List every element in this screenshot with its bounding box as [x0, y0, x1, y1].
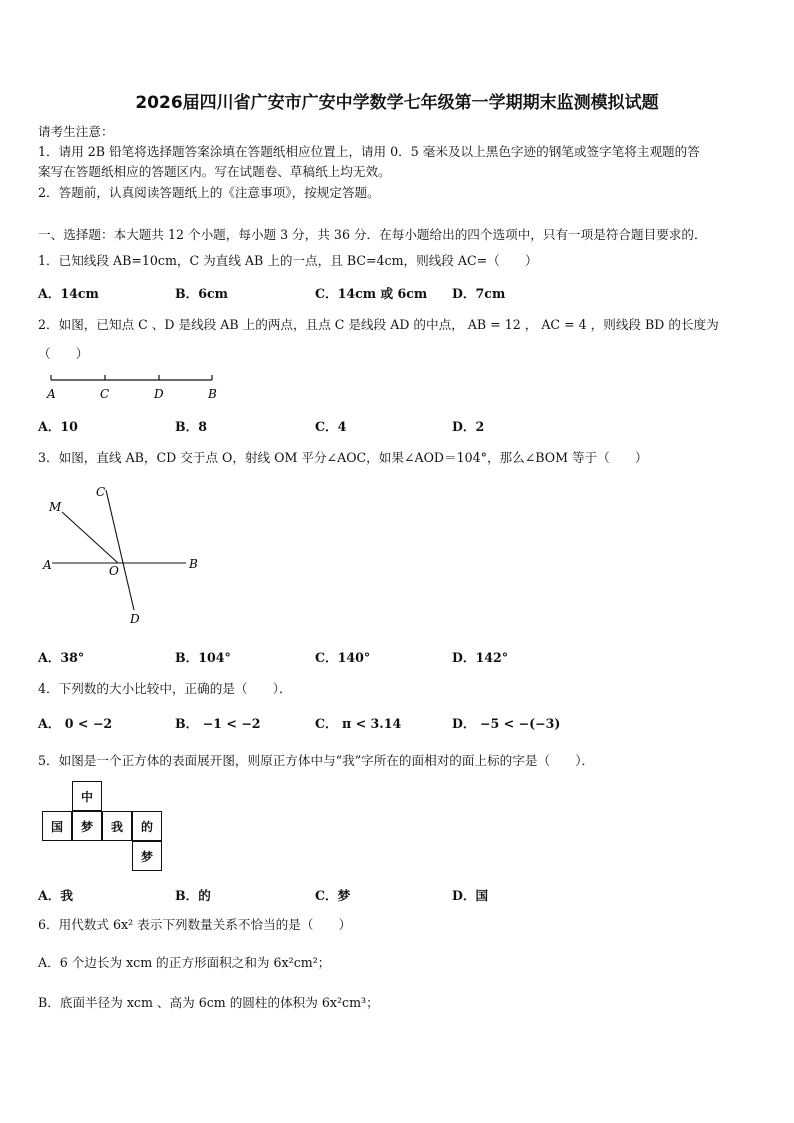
- q1-option-d[interactable]: D．7cm: [452, 286, 506, 301]
- q6-option-a[interactable]: A．6 个边长为 xcm 的正方形面积之和为 6x²cm²；: [38, 955, 331, 970]
- label-o: O: [109, 564, 119, 578]
- q5-option-c[interactable]: C．梦: [315, 888, 351, 903]
- label-a: A: [47, 387, 56, 401]
- notice-item-1-cont: 案写在答题纸相应的答题区内。写在试题卷、草稿纸上均无效。: [38, 164, 391, 179]
- notice-item-1: 1．请用 2B 铅笔将选择题答案涂填在答题纸相应位置上，请用 0．5 毫米及以上黑色字迹的钢笔或签字笔将主观题的答: [38, 144, 700, 159]
- question-1-stem: 1．已知线段 AB=10cm，C 为直线 AB 上的一点，且 BC=4cm，则线段 AC=（ ）: [38, 253, 538, 268]
- label-c: C: [100, 387, 110, 401]
- q1-option-a[interactable]: A．14cm: [38, 286, 99, 301]
- label-b: B: [189, 557, 198, 571]
- question-5-stem: 5．如图是一个正方体的表面展开图，则原正方体中与“我”字所在的面相对的面上标的字是（ ）．: [38, 753, 595, 768]
- net-face-zhong: 中: [72, 781, 102, 811]
- q4-option-a[interactable]: A． 0 < −2: [38, 716, 113, 731]
- notice-item-2: 2．答题前，认真阅读答题纸上的《注意事项》，按规定答题。: [38, 185, 380, 200]
- line-cd: [106, 490, 134, 610]
- section-heading: 一、选择题：本大题共 12 个小题，每小题 3 分，共 36 分．在每小题给出的四个选项中，只有一项是符合题目要求的．: [38, 227, 707, 242]
- q2-option-c[interactable]: C．4: [315, 419, 347, 434]
- label-b: B: [208, 387, 217, 401]
- net-face-meng: 梦: [72, 811, 102, 841]
- question-3-stem: 3．如图，直线 AB，CD 交于点 O，射线 OM 平分∠AOC，如果∠AOD＝104°，那么∠BOM 等于（ ）: [38, 450, 648, 465]
- q3-option-b[interactable]: B．104°: [175, 650, 231, 665]
- question-2-stem: 2．如图，已知点 C 、D 是线段 AB 上的两点，且点 C 是线段 AD 的中点， AB = 12 ， AC = 4 ，则线段 BD 的长度为: [38, 317, 719, 332]
- q1-option-b[interactable]: B．6cm: [175, 286, 228, 301]
- q1-option-c[interactable]: C．14cm 或 6cm: [315, 286, 428, 301]
- q2-option-a[interactable]: A．10: [38, 419, 78, 434]
- segment-figure: [38, 368, 228, 404]
- label-m: M: [49, 500, 62, 514]
- page-title: 2026届四川省广安市广安中学数学七年级第一学期期末监测模拟试题: [135, 93, 659, 113]
- q5-option-d[interactable]: D．国: [452, 888, 489, 903]
- notice-heading: 请考生注意：: [38, 124, 114, 139]
- question-4-stem: 4．下列数的大小比较中，正确的是（ ）．: [38, 681, 292, 696]
- question-6-stem: 6．用代数式 6x² 表示下列数量关系不恰当的是（ ）: [38, 917, 352, 932]
- label-d: D: [154, 387, 164, 401]
- q4-option-d[interactable]: D． −5 < −(−3): [452, 716, 561, 731]
- q3-option-d[interactable]: D．142°: [452, 650, 509, 665]
- net-face-de: 的: [132, 811, 162, 841]
- q2-option-d[interactable]: D．2: [452, 419, 485, 434]
- angle-figure: [38, 478, 213, 628]
- label-c: C: [96, 485, 106, 499]
- q3-option-c[interactable]: C．140°: [315, 650, 371, 665]
- q2-option-b[interactable]: B．8: [175, 419, 208, 434]
- q6-option-b[interactable]: B．底面半径为 xcm 、高为 6cm 的圆柱的体积为 6x²cm³；: [38, 995, 379, 1010]
- label-d: D: [130, 612, 140, 626]
- label-a: A: [43, 558, 52, 572]
- question-2-stem-cont: （ ）: [38, 346, 89, 361]
- net-face-meng-2: 梦: [132, 841, 162, 871]
- q5-option-a[interactable]: A．我: [38, 888, 73, 903]
- q4-option-b[interactable]: B． −1 < −2: [175, 716, 261, 731]
- q3-option-a[interactable]: A．38°: [38, 650, 85, 665]
- ray-om: [62, 512, 118, 563]
- net-face-guo: 国: [42, 811, 72, 841]
- net-face-wo: 我: [102, 811, 132, 841]
- q5-option-b[interactable]: B．的: [175, 888, 211, 903]
- q4-option-c[interactable]: C． π < 3.14: [315, 716, 402, 731]
